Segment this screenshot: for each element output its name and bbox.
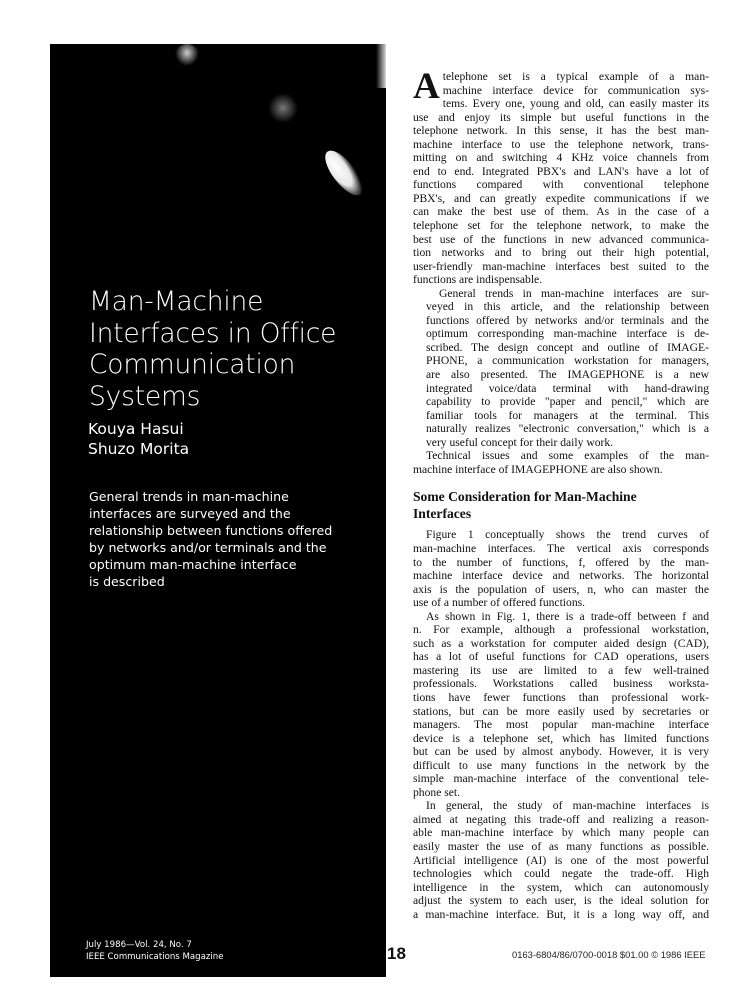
text-line: integrated voice/data terminal with hand-drawing [426,381,709,395]
page-number: 18 [387,944,406,963]
text-line: managers. The most popular man-machine interface [413,718,709,732]
text-line: user-friendly man-machine interfaces best suited to the [413,259,709,273]
text-line: functions compared with conventional telephone [413,178,709,192]
heading-line: Interfaces [413,506,472,522]
text-line: professionals. Workstations called business worksta- [413,677,709,691]
text-line: functions are indispensable. [413,273,543,287]
paragraph [413,528,709,609]
text-line: functions offered by networks and/or terminals and the [426,313,709,327]
text-line: simple man-machine interface of the conventional tele- [413,772,709,786]
text-line: Technical issues and some examples of the man- [426,449,709,463]
paragraph [413,287,709,450]
text-line: use of a number of offered functions. [413,596,586,610]
text-line: naturally realizes "electronic conversation," which is a [426,422,709,436]
text-line: General trends in man-machine interfaces are sur- [439,286,709,300]
text-line: PHONE, a communication workstation for managers, [426,354,709,368]
text-line: are also presented. The IMAGEPHONE is a new [426,368,709,382]
text-line: difficult to use many functions in the network by the [413,758,709,772]
title-line: Systems [89,380,201,412]
title-line: Interfaces in Office [89,317,337,349]
drop-cap: A [413,66,440,107]
text-line: has a lot of useful functions for CAD operations, users [413,650,709,664]
text-line: scribed. The design concept and outline of IMAGE- [426,340,709,354]
text-line: best use of the functions in new advanced communica- [413,232,709,246]
heading-line: Some Consideration for Man-Machine [413,489,637,505]
text-line: to the number of functions, f, offered by the man- [413,555,709,569]
text-line: telephone set is a typical example of a man- [442,70,709,83]
text-line: man-machine interfaces. The vertical axis corresponds [413,541,709,555]
abstract-line: optimum man-machine interface [89,557,297,573]
text-line: veyed in this article, and the relationship between [426,300,709,314]
text-line: very useful concept for their daily work. [426,435,614,449]
text-line: device is a telephone set, which has limited functions [413,731,709,745]
abstract-line: by networks and/or terminals and the [89,540,327,556]
text-line: telephone set for the telephone network, to make the [413,219,709,233]
text-line: stations, but can be more easily used by secretaries or [413,704,709,718]
text-line: mitting on and switching 4 KHz voice channels from [413,151,709,165]
text-line: able man-machine interface by which many people can [413,826,709,840]
text-line: Figure 1 conceptually shows the trend curves of [426,528,709,542]
text-line: use and enjoy its simple but useful functions in the [413,110,709,124]
text-line: machine interface device and networks. The horizontal [413,569,709,583]
text-line: a man-machine interface. But, it is a long way off, and [413,907,709,921]
body-column [413,66,709,921]
paragraph [413,449,709,476]
abstract-line: relationship between functions offered [89,523,333,539]
text-line: easily master the use of as many functions as possible. [413,839,709,853]
text-line: machine interface device for communication sys- [442,83,709,97]
magazine-name: IEEE Communications Magazine [86,951,224,962]
text-line: axis is the population of users, n, who can master the [413,582,709,596]
paragraph [413,610,709,800]
text-line: can make the best use of them. As in the case of a [413,205,709,219]
text-line: tion networks and to bring out their high potential, [413,246,709,260]
photo-highlight [376,44,386,88]
text-line: but can be used by almost anybody. However, it is very [413,745,709,759]
text-line: In general, the study of man-machine interfaces is [426,799,709,813]
author: Kouya Hasui [88,420,184,438]
issue-footer [86,940,224,963]
text-line: mastering its use are limited to a few well-trained [413,663,709,677]
issue-info: July 1986—Vol. 24, No. 7 [86,940,192,950]
text-line: Artificial intelligence (AI) is one of the most powerful [413,853,709,867]
abstract [89,488,379,591]
text-line: tems. Every one, young and old, can easily master its [442,97,709,111]
abstract-line: is described [89,574,165,590]
text-line: As shown in Fig. 1, there is a trade-off between f and [426,609,709,623]
article-title [89,286,379,412]
section-heading [413,488,709,522]
paragraph [413,799,709,921]
photo-highlight [259,84,306,132]
text-line: capability to provide "paper and pencil," which are [426,395,709,409]
text-line: telephone network. In this sense, it has the best man- [413,124,709,138]
text-line: phone set. [413,785,461,799]
title-line: Man-Machine [89,286,264,317]
text-line: such as a workstation for computer aided design (CAD), [413,636,709,650]
text-line: familiar tools for managers at the terminal. This [426,408,709,422]
authors [88,420,189,459]
photo-highlight [319,145,370,201]
text-line: adjust the system to each user, is the ideal solution for [413,894,709,908]
text-line: technologies which could negate the trade-off. High [413,867,709,881]
photo-highlight [175,44,199,66]
text-line: aimed at negating this trade-off and realizing a reason- [413,812,709,826]
text-line: intelligence in the system, which can autonomously [413,880,709,894]
abstract-line: General trends in man-machine [89,489,289,504]
text-line: PBX's, and can greatly expedite communications if we [413,191,709,205]
text-line: optimum corresponding man-machine interface is de- [426,327,709,341]
text-line: n. For example, although a professional workstation, [413,623,709,637]
abstract-line: interfaces are surveyed and the [89,506,291,522]
text-line: tions have fewer functions than professional work- [413,690,709,704]
text-line: machine interface of IMAGEPHONE are also shown. [413,462,663,476]
author: Shuzo Morita [88,439,190,458]
title-line: Communication [89,349,296,380]
text-line: machine interface to use the telephone network, trans- [413,137,709,151]
paragraph-intro [413,66,709,287]
copyright-line: 0163-6804/86/0700-0018 $01.00 © 1986 IEEE [512,949,706,960]
text-line: end to end. Integrated PBX's and LAN's have a lot of [413,164,709,178]
